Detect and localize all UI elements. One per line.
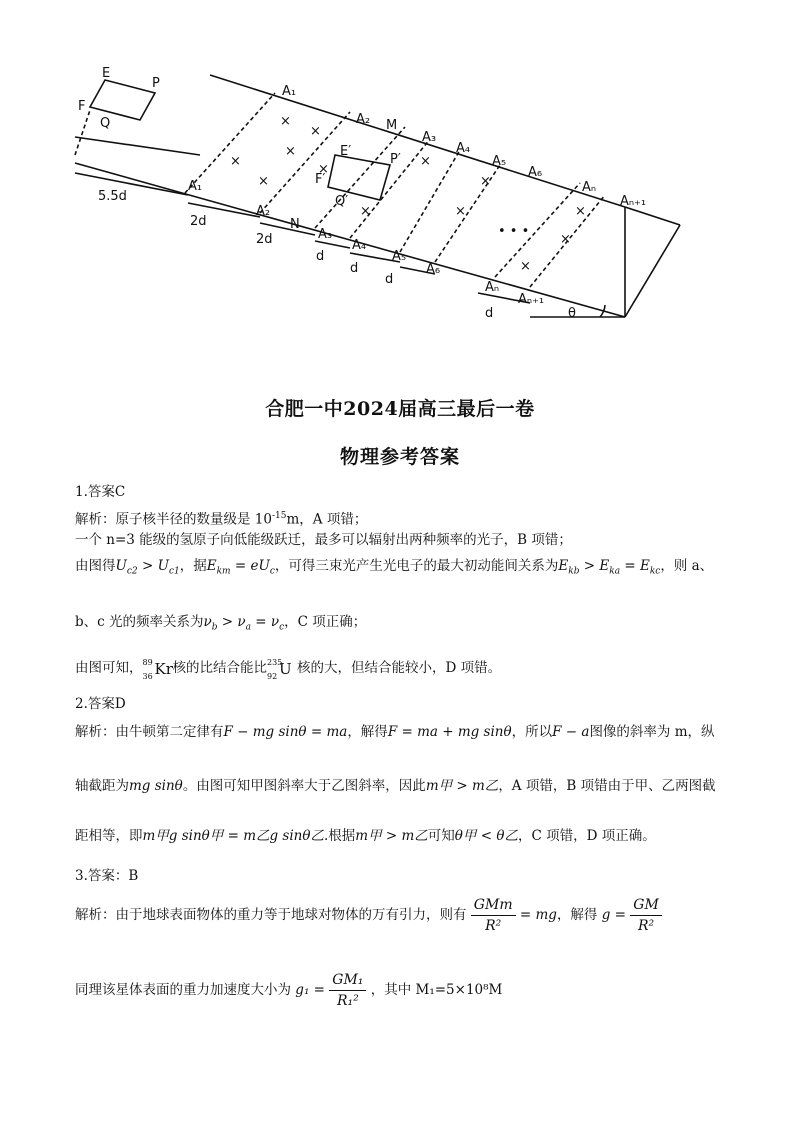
q2-answer: 2.答案D <box>75 696 126 712</box>
q2-line1: 解析：由牛顿第二定律有F − mg sinθ = ma，解得F = ma + mg sinθ，所以F − a图像的斜率为 m，纵 <box>75 724 715 740</box>
label-d-c: d <box>385 272 394 287</box>
label-a6-bottom: A₆ <box>426 262 441 277</box>
q3-answer: 3.答案：B <box>75 868 139 884</box>
q3-line1: 解析：由于地球表面物体的重力等于地球对物体的万有引力，则有 $\frac{\text{GMm}}{\text{R²}}$ = mg，解得 g = $\frac{GM}{\text{R²}}$ <box>75 895 662 936</box>
q3-line2: 同理该星体表面的重力加速度大小为 g₁ = $\frac{\text{GM₁}}{\text{R₁²}}$ ，其中 M₁=5×10⁸M <box>75 972 503 1009</box>
label-a3: A₃ <box>422 130 437 145</box>
loop-efpq <box>90 80 155 120</box>
svg-text:×: × <box>258 174 269 189</box>
svg-text:×: × <box>520 259 531 274</box>
q1-line1: 解析：原子核半径的数量级是 $10^{-15}m$，A 项错； <box>75 511 368 528</box>
label-a4: A₄ <box>456 141 471 156</box>
exam-subtitle: 物理参考答案 <box>339 446 460 468</box>
label-p: P <box>152 76 160 91</box>
svg-text:×: × <box>480 174 491 189</box>
label-a1-bottom: A₁ <box>188 179 203 194</box>
label-an-bottom: Aₙ <box>485 280 500 295</box>
ellipsis-dots: • • • <box>498 224 530 239</box>
q1-line4: b、c 光的频率关系为$\nu_b > \nu_a = \nu_c$，C 项正确； <box>75 614 367 633</box>
label-a5: A₅ <box>492 154 507 169</box>
label-theta: θ <box>568 306 576 321</box>
label-e: E <box>102 66 111 81</box>
label-a2-bottom: A₂ <box>256 204 271 219</box>
kr-nuclide: 89 36 Kr <box>142 657 173 681</box>
label-a4-bottom: A₄ <box>352 238 367 253</box>
label-f2: F′ <box>315 172 326 187</box>
physics-figure <box>60 55 700 330</box>
q1-line3: 由图得$U_{c2} > U_{c1}$，据$E_{km} = eU_c$，可得三束光产生光电子的最大初动能间关系为$E_{kb} > E_{ka} = E_{kc}$，则 a、 <box>75 558 714 577</box>
label-n: N <box>290 217 300 232</box>
inclined-rail-diagram <box>60 55 700 330</box>
label-an1-bottom: Aₙ₊₁ <box>518 292 545 307</box>
label-q: Q <box>100 116 111 131</box>
label-2d-a: 2d <box>190 214 207 229</box>
label-d-a: d <box>316 249 325 264</box>
label-a3-bottom: A₃ <box>318 227 333 242</box>
label-5-5d: 5.5d <box>98 189 127 204</box>
label-an1: Aₙ₊₁ <box>620 194 647 209</box>
svg-text:×: × <box>360 204 371 219</box>
label-f: F <box>78 99 86 114</box>
label-p2: P′ <box>390 152 401 167</box>
svg-text:×: × <box>230 154 241 169</box>
label-m: M <box>386 118 398 133</box>
svg-text:×: × <box>285 144 296 159</box>
svg-text:×: × <box>318 162 329 177</box>
fraction-gm-r2: $\frac{GM}{\text{R²}}$ <box>630 895 662 936</box>
q2-line2: 轴截距为mg sinθ。由图可知甲图斜率大于乙图斜率，因此m甲 > m乙，A 项错，B 项错由于甲、乙两图截 <box>75 778 716 794</box>
label-d-b: d <box>350 261 359 276</box>
svg-text:×: × <box>280 114 291 129</box>
label-q2: Q′ <box>335 194 349 209</box>
label-an: Aₙ <box>582 180 597 195</box>
fraction-gm1-r1: $\frac{\text{GM₁}}{\text{R₁²}}$ <box>329 970 366 1011</box>
q1-line2: 一个 n=3 能级的氢原子向低能级跃迁，最多可以辐射出两种频率的光子，B 项错； <box>75 532 572 548</box>
q1-line5: 由图可知， 89 36 Kr 核的比结合能比 235 92 U 核的大，但结合能较小，D 项错。 <box>75 657 502 681</box>
label-a2: A₂ <box>356 112 371 127</box>
svg-text:×: × <box>560 232 571 247</box>
label-a5-bottom: A₅ <box>392 249 407 264</box>
svg-text:×: × <box>455 204 466 219</box>
q1-answer: 1.答案C <box>75 484 126 500</box>
fraction-gmm-r2: $\frac{\text{GMm}}{\text{R²}}$ <box>471 895 516 936</box>
label-a6: A₆ <box>528 165 543 180</box>
label-e2: E′ <box>340 144 352 159</box>
q2-line3: 距相等，即m甲g sinθ甲 = m乙g sinθ乙.根据m甲 > m乙可知θ甲 < θ乙，C 项错，D 项正确。 <box>75 828 656 844</box>
exam-title: 合肥一中2024届高三最后一卷 <box>265 398 535 420</box>
label-2d-b: 2d <box>256 232 273 247</box>
svg-text:×: × <box>310 124 321 139</box>
svg-text:×: × <box>420 154 431 169</box>
label-d-d: d <box>485 306 494 321</box>
upper-rail <box>210 75 625 207</box>
u-nuclide: 235 92 U <box>267 657 292 681</box>
label-a1: A₁ <box>282 84 297 99</box>
svg-text:×: × <box>575 204 586 219</box>
